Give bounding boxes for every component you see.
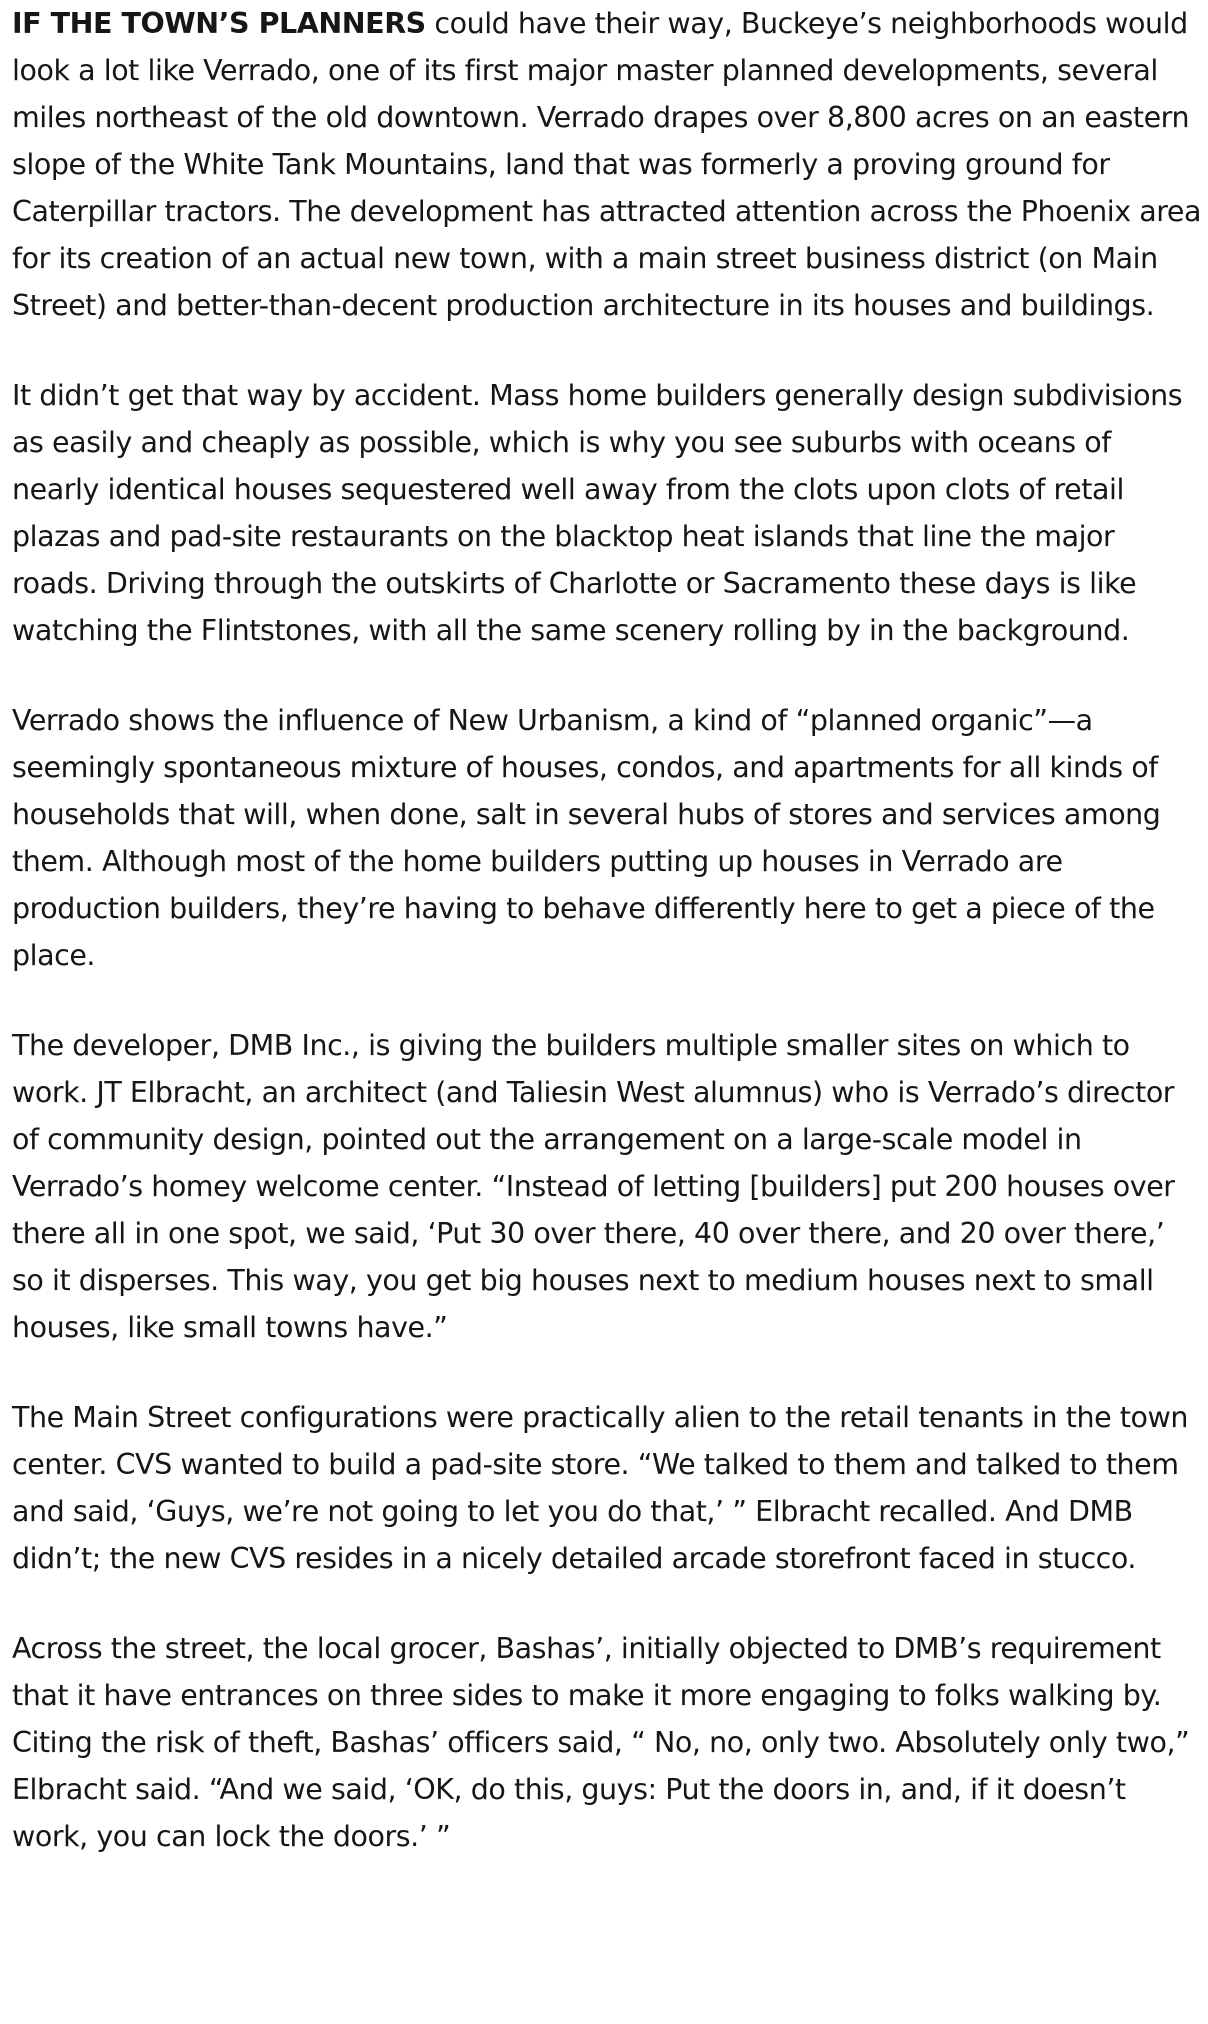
article-body — [12, 0, 1202, 1903]
article-paragraph-6: Across the street, the local grocer, Bashas’, initially objected to DMB’s requirement that it have entrances on three sides to make it more engaging to folks walking by. Citing the risk of theft, Bashas’ officers said, “ No, no, only two. Absolutely only two,” Elbracht said. “And we said, ‘OK, do this, guys: Put the doors in, and, if it doesn’t work, you can lock the doors.’ ” — [12, 1632, 1190, 1853]
lede-text: IF THE TOWN’S PLANNERS — [12, 7, 426, 40]
paragraph-1-text: could have their way, Buckeye’s neighborhoods would look a lot like Verrado, one of its first major master planned developments, several miles northeast of the old downtown. Verrado drapes over 8,800 acres on an eastern slope of the White Tank Mountains, land that was formerly a proving ground for Caterpillar tractors. The development has attracted attention across the Phoenix area for its creation of an actual new town, with a main street business district (on Main Street) and better-than-decent production architecture in its houses and buildings. — [12, 7, 1202, 322]
article-paragraph-4: The developer, DMB Inc., is giving the builders multiple smaller sites on which to work. JT Elbracht, an architect (and Taliesin West alumnus) who is Verrado’s director of community design, pointed out the arrangement on a large-scale model in Verrado’s homey welcome center. “Instead of letting [builders] put 200 houses over there all in one spot, we said, ‘Put 30 over there, 40 over there, and 20 over there,’ so it disperses. This way, you get big houses next to medium houses next to small houses, like small towns have.” — [12, 1029, 1175, 1344]
article-paragraph-5: The Main Street configurations were practically alien to the retail tenants in the town center. CVS wanted to build a pad-site store. “We talked to them and talked to them and said, ‘Guys, we’re not going to let you do that,’ ” Elbracht recalled. And DMB didn’t; the new CVS resides in a nicely detailed arcade storefront faced in stucco. — [12, 1401, 1188, 1575]
article-paragraph-2: It didn’t get that way by accident. Mass home builders generally design subdivisions as easily and cheaply as possible, which is why you see suburbs with oceans of nearly identical houses sequestered well away from the clots upon clots of retail plazas and pad-site restaurants on the blacktop heat islands that line the major roads. Driving through the outskirts of Charlotte or Sacramento these days is like watching the Flintstones, with all the same scenery rolling by in the background. — [12, 379, 1183, 647]
article-paragraph-3: Verrado shows the influence of New Urbanism, a kind of “planned organic”—a seemingly spontaneous mixture of houses, condos, and apartments for all kinds of households that will, when done, salt in several hubs of stores and services among them. Although most of the home builders putting up houses in Verrado are production builders, they’re having to behave differently here to get a piece of the place. — [12, 704, 1161, 972]
article-paragraph-1 — [12, 0, 1202, 329]
